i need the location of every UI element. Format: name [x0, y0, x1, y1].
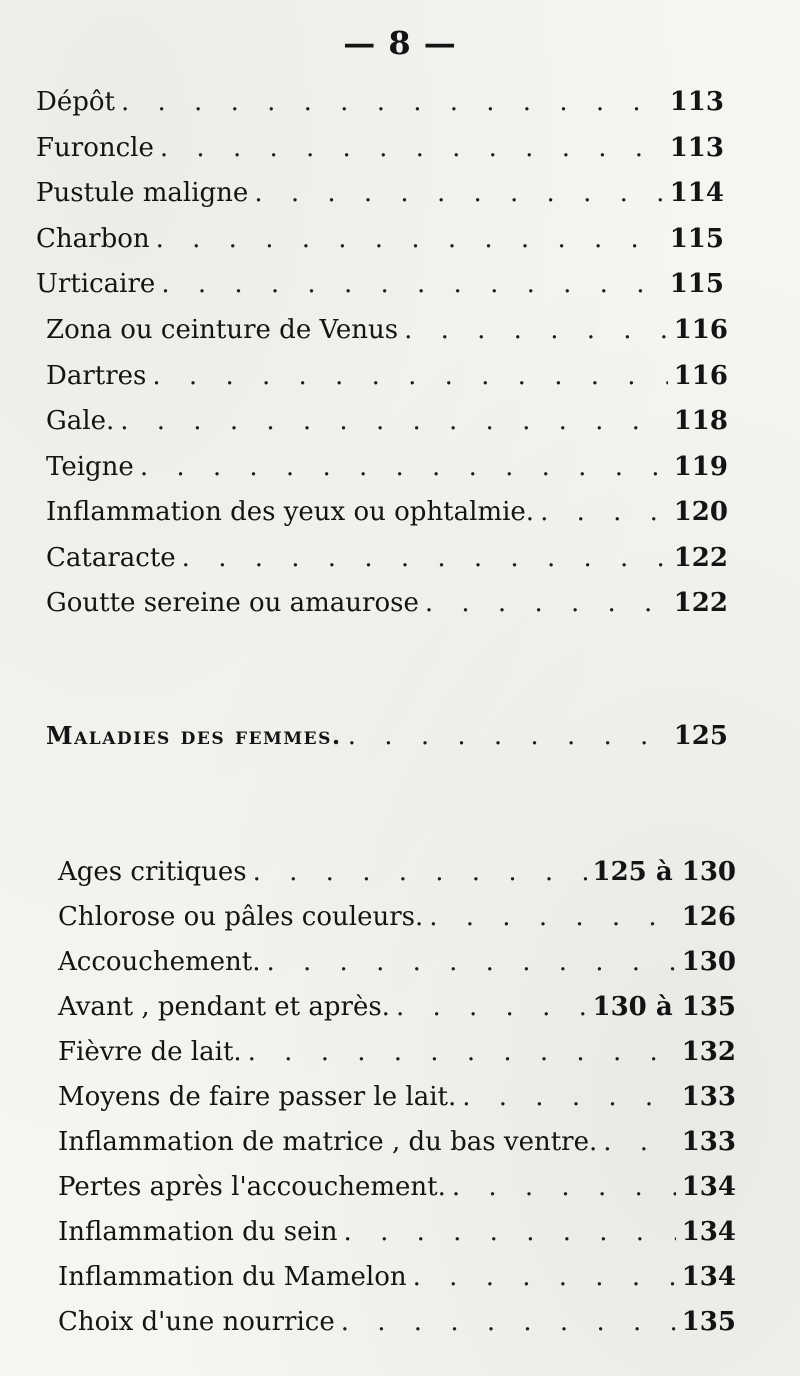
toc-entry	[58, 852, 736, 892]
dot-leader	[348, 716, 668, 756]
dot-leader	[156, 219, 664, 259]
section-label: Maladies des femmes.	[46, 721, 342, 750]
entry-label: Teigne	[46, 452, 134, 482]
toc-entry	[36, 264, 724, 304]
entry-page: 133	[681, 1082, 736, 1112]
dot-leader	[120, 401, 667, 441]
toc-entry	[36, 219, 724, 259]
entry-page: 113	[669, 87, 724, 117]
dot-leader	[603, 1122, 675, 1162]
entry-label: Gale.	[46, 406, 115, 436]
toc-entry	[58, 1032, 736, 1072]
entry-page: 114	[669, 178, 724, 208]
entry-page: 125 à 130	[592, 857, 736, 887]
entry-label: Avant , pendant et après.	[58, 992, 390, 1022]
entry-label: Fièvre de lait.	[58, 1037, 242, 1067]
toc-entry	[58, 1257, 736, 1297]
toc-entry	[36, 128, 724, 168]
entry-page: 130 à 135	[592, 992, 736, 1022]
toc-entry	[46, 356, 728, 396]
entry-page: 122	[673, 588, 728, 618]
entry-label: Pustule maligne	[36, 178, 249, 208]
entry-page: 134	[681, 1217, 736, 1247]
dot-leader	[540, 492, 668, 532]
entry-page: 126	[681, 902, 736, 932]
dot-leader	[404, 310, 668, 350]
toc-entry	[58, 1167, 736, 1207]
toc-entry	[58, 1212, 736, 1252]
dot-leader	[396, 987, 587, 1027]
entry-page: 119	[673, 452, 728, 482]
dot-leader	[121, 82, 664, 122]
toc-entry	[58, 1302, 736, 1342]
entry-page: 113	[669, 133, 724, 163]
entry-label: Ages critiques	[58, 857, 247, 887]
toc-entry	[36, 173, 724, 213]
entry-page: 116	[673, 361, 728, 391]
entry-page: 115	[669, 269, 724, 299]
toc-entry	[46, 401, 728, 441]
dot-leader	[425, 583, 668, 623]
dot-leader	[462, 1077, 675, 1117]
toc-entry	[36, 82, 724, 122]
dot-leader	[413, 1257, 676, 1297]
dot-leader	[267, 942, 676, 982]
section-heading	[46, 716, 728, 756]
page-number: — 8 —	[343, 24, 457, 62]
entry-label: Furoncle	[36, 133, 154, 163]
toc-entry	[58, 987, 736, 1027]
entry-label: Inflammation du Mamelon	[58, 1262, 407, 1292]
toc-entry	[46, 538, 728, 578]
entry-label: Choix d'une nourrice	[58, 1307, 335, 1337]
dot-leader	[152, 356, 667, 396]
dot-leader	[341, 1302, 676, 1342]
entry-label: Inflammation de matrice , du bas ventre.	[58, 1127, 598, 1157]
entry-page: 116	[673, 315, 728, 345]
entry-label: Inflammation du sein	[58, 1217, 338, 1247]
entry-page: 132	[681, 1037, 736, 1067]
entry-page: 118	[673, 406, 728, 436]
entry-page: 134	[681, 1172, 736, 1202]
entry-page: 120	[673, 497, 728, 527]
entry-page: 122	[673, 543, 728, 573]
entry-page: 135	[681, 1307, 736, 1337]
entry-label: Dartres	[46, 361, 147, 391]
dot-leader	[253, 852, 587, 892]
dot-leader	[182, 538, 668, 578]
toc-entry	[46, 492, 728, 532]
entry-page: 134	[681, 1262, 736, 1292]
dot-leader	[161, 264, 663, 304]
dot-leader	[429, 897, 675, 937]
dot-leader	[254, 173, 663, 213]
dot-leader	[452, 1167, 676, 1207]
entry-label: Cataracte	[46, 543, 176, 573]
toc-entry	[58, 1077, 736, 1117]
entry-label: Inflammation des yeux ou ophtalmie.	[46, 497, 535, 527]
toc-entry	[46, 447, 728, 487]
toc-entry	[46, 310, 728, 350]
dot-leader	[140, 447, 668, 487]
entry-label: Goutte sereine ou amaurose	[46, 588, 419, 618]
entry-label: Pertes après l'accouchement.	[58, 1172, 446, 1202]
entry-label: Urticaire	[36, 269, 156, 299]
entry-page: 130	[681, 947, 736, 977]
toc-entry	[58, 897, 736, 937]
toc-entry	[46, 583, 728, 623]
entry-label: Dépôt	[36, 87, 115, 117]
entry-label: Moyens de faire passer le lait.	[58, 1082, 457, 1112]
dot-leader	[344, 1212, 676, 1252]
toc-entry	[58, 942, 736, 982]
entry-page: 133	[681, 1127, 736, 1157]
toc-entry	[58, 1122, 736, 1162]
entry-label: Accouchement.	[58, 947, 261, 977]
dot-leader	[248, 1032, 676, 1072]
entry-label: Charbon	[36, 224, 150, 254]
entry-label: Zona ou ceinture de Venus	[46, 315, 399, 345]
dot-leader	[160, 128, 664, 168]
entry-page: 115	[669, 224, 724, 254]
entry-label: Chlorose ou pâles couleurs.	[58, 902, 424, 932]
section-page: 125	[673, 721, 728, 751]
